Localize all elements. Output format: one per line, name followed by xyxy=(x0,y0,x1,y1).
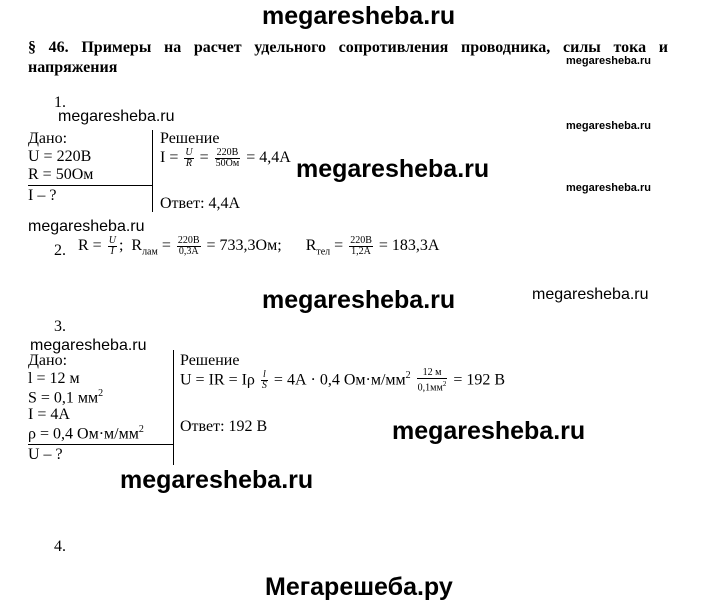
given-value xyxy=(28,388,103,407)
given-value: U = 220В xyxy=(28,148,92,165)
formula-text: R = xyxy=(78,237,102,255)
watermark-big: megaresheba.ru xyxy=(262,286,456,314)
section-heading: § 46. Примеры на расчет удельного сопротивления проводника, силы тока и напряжения xyxy=(28,39,668,76)
subscript: лам xyxy=(142,246,158,258)
fraction xyxy=(261,370,268,391)
given-value: R = 50Ом xyxy=(28,166,94,183)
solution-divider xyxy=(173,350,174,465)
fraction-numerator: 12 м xyxy=(417,368,448,379)
formula-text: R xyxy=(131,237,143,255)
fraction-numerator: U xyxy=(185,147,193,158)
fraction-denominator xyxy=(417,379,448,393)
formula-text: ρ = 0,4 Ом·м/мм xyxy=(28,425,139,443)
formula-text: = xyxy=(161,237,171,255)
formula-text: R xyxy=(305,237,317,255)
fraction-numerator: 220В xyxy=(350,235,372,246)
watermark-small: megaresheba.ru xyxy=(30,337,147,354)
watermark-bottom[interactable]: Мегарешеба.ру xyxy=(265,573,453,601)
watermark-small: megaresheba.ru xyxy=(58,108,175,125)
fraction-numerator: U xyxy=(108,235,116,246)
answer: Ответ: 4,4А xyxy=(160,195,241,212)
superscript: 2 xyxy=(98,388,104,399)
fraction xyxy=(417,368,448,393)
given-value: l = 12 м xyxy=(28,370,80,387)
fraction-numerator: 220В xyxy=(216,147,239,158)
watermark-small: megaresheba.ru xyxy=(566,120,651,132)
formula-text: ; xyxy=(118,237,124,255)
fraction xyxy=(184,148,193,169)
problem-number: 3. xyxy=(54,318,66,335)
problem-number: 4. xyxy=(54,538,66,555)
formula-text: U = IR = Iρ xyxy=(180,371,255,389)
fraction-denominator: I xyxy=(110,246,114,257)
formula-text: = 4А · 0,4 Ом·м/мм xyxy=(273,371,406,389)
find-value: U – ? xyxy=(28,446,63,463)
problem-number: 2. xyxy=(54,242,66,259)
fraction-denominator: R xyxy=(185,158,193,169)
watermark-small: megaresheba.ru xyxy=(532,286,649,303)
fraction-denominator: 50Ом xyxy=(215,158,240,169)
formula-text: = 192 В xyxy=(453,371,506,389)
subscript: тел xyxy=(316,246,331,258)
fraction xyxy=(215,148,241,169)
given-label: Дано: xyxy=(28,352,68,369)
solution-label: Решение xyxy=(160,130,220,147)
solution-divider xyxy=(152,130,153,212)
formula-text: = xyxy=(199,149,209,167)
problem-number: 1. xyxy=(54,94,66,111)
formula-text: = xyxy=(334,237,344,255)
fraction-numerator: l xyxy=(261,370,268,381)
solution-formula xyxy=(160,148,291,169)
watermark-big: megaresheba.ru xyxy=(296,155,490,183)
given-divider xyxy=(28,185,152,186)
watermark-top[interactable]: megaresheba.ru xyxy=(262,2,456,30)
fraction-denominator: S xyxy=(261,380,267,392)
fraction xyxy=(349,236,373,257)
watermark-small: megaresheba.ru xyxy=(566,55,651,67)
formula-text: 0,1мм xyxy=(417,382,443,394)
answer: Ответ: 192 В xyxy=(180,418,268,435)
given-value: I = 4А xyxy=(28,406,70,423)
given-value xyxy=(28,424,144,443)
fraction-denominator: 1,2А xyxy=(351,246,371,257)
formula-text: = 4,4А xyxy=(246,149,291,167)
watermark-big: megaresheba.ru xyxy=(120,466,314,494)
solution-formula xyxy=(180,368,505,393)
formula-text: = 733,3Ом; xyxy=(206,237,282,255)
watermark-big: megaresheba.ru xyxy=(392,417,586,445)
formula-text: S = 0,1 мм xyxy=(28,389,99,407)
superscript: 2 xyxy=(405,370,411,382)
superscript: 2 xyxy=(138,424,144,435)
fraction-denominator: 0,3А xyxy=(178,246,199,257)
watermark-small: megaresheba.ru xyxy=(28,218,145,235)
formula-text: I = xyxy=(160,149,179,167)
superscript: 2 xyxy=(442,380,447,388)
find-value: I – ? xyxy=(28,187,57,204)
fraction-numerator: 220В xyxy=(177,235,200,246)
given-divider xyxy=(28,444,173,445)
fraction xyxy=(108,236,117,257)
problem2-formulas xyxy=(78,236,439,257)
formula-text: = 183,3А xyxy=(378,237,440,255)
given-label: Дано: xyxy=(28,130,68,147)
fraction xyxy=(177,236,201,257)
solution-label: Решение xyxy=(180,352,240,369)
watermark-small: megaresheba.ru xyxy=(566,182,651,194)
